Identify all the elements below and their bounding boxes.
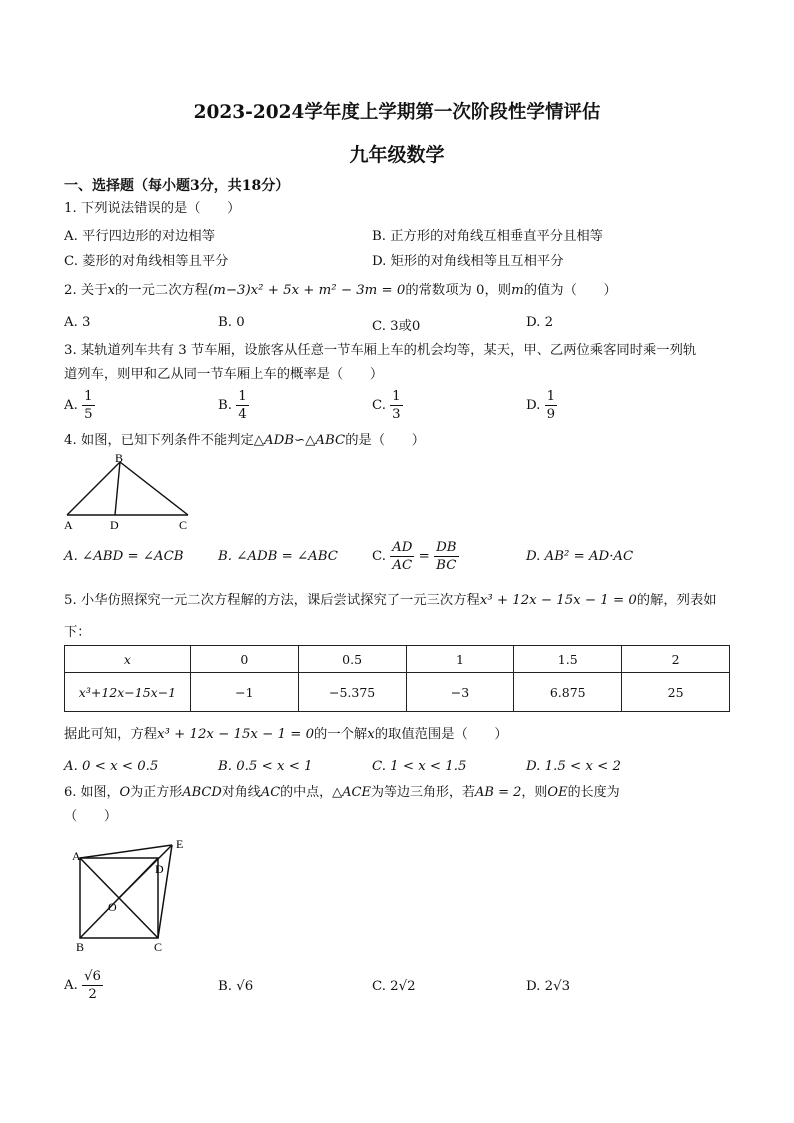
table-cell: 0 [190, 646, 298, 673]
table-row [65, 673, 730, 712]
q1-option-d: D. 矩形的对角线相等且互相平分 [372, 254, 564, 269]
q6-d: 为等边三角形，若 [371, 785, 476, 800]
q2-equation: (m−3)x² + 5x + m² − 3m = 0 [208, 283, 406, 298]
q4-prefix: 4. 如图，已知下列条件不能判定 [64, 433, 254, 448]
q5-option-b: B. 0.5 < x < 1 [218, 759, 313, 774]
table-cell: −3 [406, 673, 514, 712]
q3-c-num: 1 [392, 389, 401, 404]
q5-line2: 下： [64, 625, 91, 640]
q3-line2: 道列车，则甲和乙从同一节车厢上车的概率是（ ） [64, 367, 384, 382]
q6-line2: （ ） [64, 809, 118, 824]
table-cell: −5.375 [298, 673, 406, 712]
q3-c-den: 3 [392, 407, 401, 422]
table-cell: x³+12x−15x−1 [65, 673, 191, 712]
q6-a-den: 2 [88, 987, 97, 1002]
table-cell: 1 [406, 646, 514, 673]
q5-equation: x³ + 12x − 15x − 1 = 0 [479, 593, 637, 608]
q1-stem: 1. 下列说法错误的是（ ） [64, 201, 241, 216]
q6-abcd: ABCD [182, 785, 222, 800]
table-cell: 1.5 [514, 646, 622, 673]
q6-line-ce [158, 845, 172, 938]
q4-c-frac2-num: DB [436, 540, 457, 555]
q3-c-fraction [390, 388, 402, 423]
q5-after-equation: x³ + 12x − 15x − 1 = 0 [157, 727, 315, 742]
q6-a-fraction [82, 968, 103, 1003]
q5-line1-prefix: 5. 小华仿照探究一元二次方程解的方法，课后尝试探究了一元三次方程 [64, 593, 480, 608]
q1-option-c: C. 菱形的对角线相等且平分 [64, 254, 229, 269]
q6-option-a [64, 968, 103, 1003]
table-row [65, 646, 730, 673]
q6-label-o: O [108, 900, 117, 914]
q5-after-mid: 的一个解 [314, 727, 368, 742]
q2-option-a: A. 3 [64, 315, 91, 330]
q6-option-d: D. 2√3 [526, 979, 571, 994]
q5-question [64, 726, 508, 744]
q2-option-b: B. 0 [218, 315, 245, 330]
q4-option-c [372, 539, 459, 574]
q6-label-a: A [72, 849, 81, 863]
table-cell: x [65, 646, 191, 673]
q5-after-prefix: 据此可知，方程 [64, 727, 158, 742]
q6-option-c: C. 2√2 [372, 979, 416, 994]
q3-d-den: 9 [546, 407, 556, 422]
q5-after-var: x [367, 727, 375, 742]
q5-option-d: D. 1.5 < x < 2 [526, 759, 621, 774]
table-cell: 25 [622, 673, 730, 712]
table-cell: 0.5 [298, 646, 406, 673]
q2-var-m: m [511, 283, 524, 298]
q1-option-a: A. 平行四边形的对边相等 [64, 229, 216, 244]
q6-e: ，则 [521, 785, 548, 800]
table-cell: −1 [190, 673, 298, 712]
q6-ac: AC [260, 785, 281, 800]
exam-subtitle: 九年级数学 [349, 144, 445, 166]
q4-stem [64, 432, 425, 450]
q4-c-label: C. [372, 549, 386, 564]
q6-f: 的长度为 [567, 785, 620, 800]
q2-mid2: 的常数项为 0，则 [405, 283, 512, 298]
q3-a-num: 1 [84, 389, 93, 404]
q6-a: 为正方形 [130, 785, 183, 800]
q3-option-d [526, 388, 557, 423]
q4-c-frac2-den: BC [436, 558, 457, 573]
q3-d-label: D. [526, 398, 541, 413]
q5-line1-suffix: 的解，列表如 [636, 593, 717, 608]
q6-label-d: D [155, 862, 164, 876]
q4-label-b: B [115, 452, 124, 465]
q3-d-fraction [545, 388, 557, 423]
q2-mid: 的一元二次方程 [115, 283, 209, 298]
q2-prefix: 2. 关于 [64, 283, 108, 298]
q4-c-frac2 [434, 539, 458, 574]
q5-after-suffix: 的取值范围是（ ） [374, 727, 508, 742]
q4-c-frac1 [390, 539, 414, 574]
q6-option-b: B. √6 [218, 979, 254, 994]
q2-option-d: D. 2 [526, 315, 554, 330]
q3-b-label: B. [218, 398, 232, 413]
q6-line-ae [80, 845, 172, 858]
q3-a-fraction [82, 388, 94, 423]
q4-option-a: A. ∠ABD = ∠ACB [64, 549, 184, 564]
q3-b-fraction [236, 388, 248, 423]
q2-var-x: x [107, 283, 116, 298]
q6-figure [68, 833, 198, 955]
q3-line1: 3. 某轨道列车共有 3 节车厢，设旅客从任意一节车厢上车的机会均等，某天，甲、乙两位乘客同时乘一列轨 [64, 343, 697, 358]
q4-line-bc [120, 462, 188, 515]
q3-a-label: A. [64, 398, 78, 413]
q4-option-b: B. ∠ADB = ∠ABC [218, 549, 338, 564]
q4-figure [58, 452, 198, 532]
q6-line-oe [119, 845, 172, 898]
q6-label-b: B [76, 940, 85, 954]
q4-suffix: 的是（ ） [345, 433, 425, 448]
q3-option-c [372, 388, 403, 423]
q6-label-c: C [154, 940, 163, 954]
q4-c-eq: = [418, 549, 430, 564]
q3-d-num: 1 [546, 389, 556, 404]
table-cell: 2 [622, 646, 730, 673]
exam-title: 2023-2024学年度上学期第一次阶段性学情评估 [193, 102, 601, 123]
q4-label-a: A [64, 518, 73, 532]
q4-similar: △ADB∽△ABC [253, 433, 346, 448]
q1-option-b: B. 正方形的对角线互相垂直平分且相等 [372, 229, 603, 244]
q3-option-a [64, 388, 95, 423]
q5-value-table [64, 645, 730, 712]
q6-ace: △ACE [332, 785, 371, 800]
q4-label-c: C [179, 518, 188, 532]
q2-stem [64, 282, 617, 300]
q6-cond: AB = 2 [475, 785, 522, 800]
q6-prefix: 6. 如图， [64, 785, 120, 800]
q6-c: 的中点， [280, 785, 333, 800]
section-heading: 一、选择题（每小题3分，共18分） [64, 178, 290, 194]
q6-a-label: A. [64, 978, 78, 993]
q4-line-ab [67, 462, 120, 515]
table-cell: 6.875 [514, 673, 622, 712]
q3-option-b [218, 388, 249, 423]
q3-b-den: 4 [238, 407, 247, 422]
q6-label-e: E [176, 837, 184, 851]
q5-line1 [64, 592, 717, 610]
q4-line-bd [115, 462, 120, 515]
q6-o: O [119, 785, 131, 800]
q6-line1 [64, 784, 620, 802]
q3-a-den: 5 [84, 407, 93, 422]
q4-c-frac1-den: AC [392, 558, 413, 573]
q4-option-d: D. AB² = AD·AC [526, 549, 634, 564]
q2-option-c: C. 3或0 [372, 319, 421, 334]
q3-c-label: C. [372, 398, 386, 413]
q2-suffix: 的值为（ ） [523, 283, 617, 298]
q4-label-d: D [110, 518, 119, 532]
q5-option-c: C. 1 < x < 1.5 [372, 759, 467, 774]
q5-option-a: A. 0 < x < 0.5 [64, 759, 159, 774]
q6-a-num: √6 [84, 969, 102, 984]
q3-b-num: 1 [238, 389, 247, 404]
q6-oe: OE [547, 785, 568, 800]
q4-c-frac1-num: AD [392, 540, 413, 555]
q6-b: 对角线 [221, 785, 261, 800]
